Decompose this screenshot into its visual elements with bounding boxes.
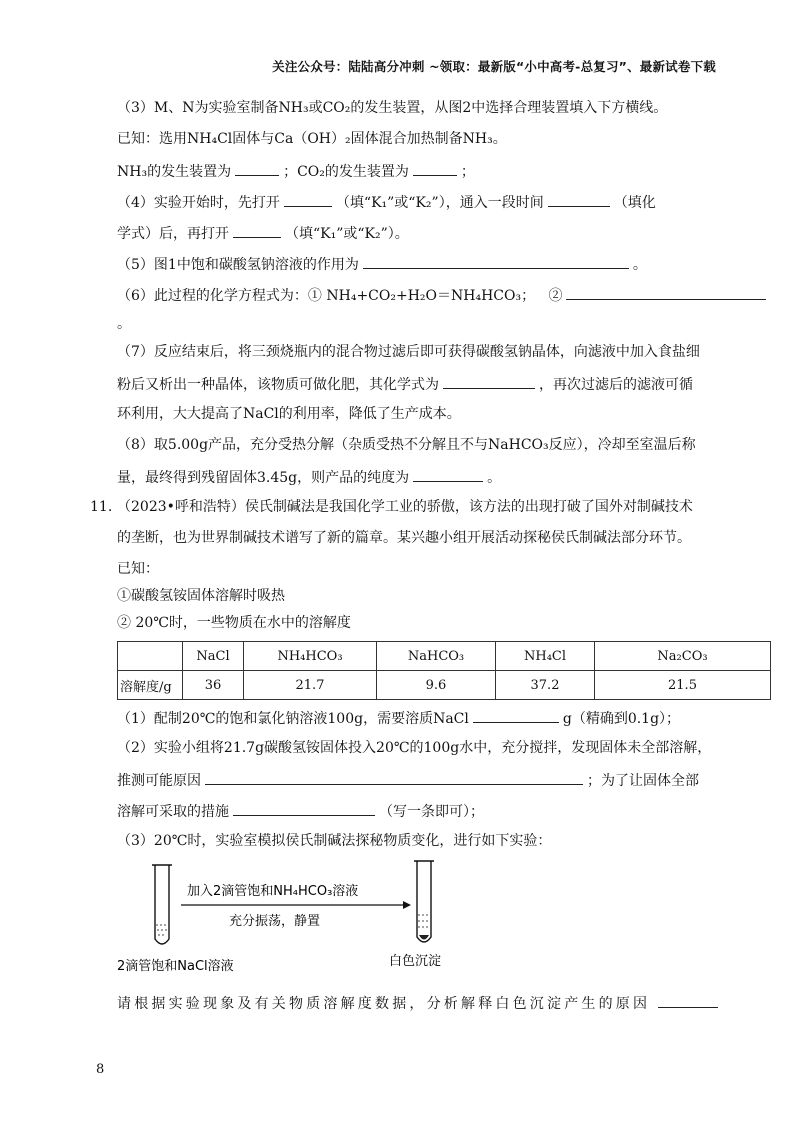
q7-formula-blank[interactable] bbox=[443, 373, 535, 389]
table-header-cell: NaHCO₃ bbox=[377, 642, 496, 671]
table-cell: 9.6 bbox=[377, 671, 496, 700]
final-question: 请根据实验现象及有关物质溶解度数据，分析解释白色沉淀产生的原因 bbox=[117, 992, 722, 1014]
table-header-cell: Na₂CO₃ bbox=[595, 642, 771, 671]
table-header-row bbox=[118, 642, 771, 671]
table-row-label: 溶解度/g bbox=[118, 671, 183, 700]
q4-line1: （4）实验开始时，先打开 （填“K₁”或“K₂”），通入一段时间 （填化 bbox=[117, 191, 656, 213]
p2-reason-blank[interactable] bbox=[205, 769, 583, 785]
q3-line2: 已知：选用NH₄Cl固体与Ca（OH）₂固体混合加热制备NH₃。 bbox=[117, 131, 507, 147]
q4-second-valve-blank[interactable] bbox=[233, 222, 281, 238]
solubility-table bbox=[117, 641, 771, 700]
table-cell: 21.5 bbox=[595, 671, 771, 700]
table-header-cell: NaCl bbox=[183, 642, 244, 671]
q11-known-2: ② 20℃时，一些物质在水中的溶解度 bbox=[117, 615, 351, 631]
nh3-apparatus-blank[interactable] bbox=[235, 160, 279, 176]
final-reason-blank[interactable] bbox=[658, 992, 718, 1008]
q3-co2-label: ；CO₂的发生装置为 bbox=[283, 164, 409, 180]
page-number: 8 bbox=[96, 1062, 105, 1077]
q4-first-valve-blank[interactable] bbox=[284, 191, 332, 207]
p3-line1: （3）20℃时，实验室模拟侯氏制碱法探秘物质变化，进行如下实验： bbox=[117, 833, 552, 849]
p1-line: （1）配制20℃的饱和氯化钠溶液100g，需要溶质NaCl g（精确到0.1g）； bbox=[117, 707, 680, 729]
q4-line2: 学式）后，再打开 （填“K₁”或“K₂”）。 bbox=[117, 222, 409, 244]
table-row bbox=[118, 671, 771, 700]
q8-purity-blank[interactable] bbox=[413, 466, 483, 482]
q3-nh3-label: NH₃的发生装置为 bbox=[117, 164, 232, 180]
experiment-diagram bbox=[117, 855, 447, 980]
q3-line1: （3）M、N为实验室制备NH₃或CO₂的发生装置，从图2中选择合理装置填入下方横线。 bbox=[117, 100, 668, 116]
q6-equation-2-blank[interactable] bbox=[566, 284, 766, 300]
q7-line2: 粉后又析出一种晶体，该物质可做化肥，其化学式为 ，再次过滤后的滤液可循 bbox=[117, 373, 693, 395]
arrow-top-label: 加入2滴管饱和NH₄HCO₃溶液 bbox=[187, 884, 359, 899]
arrow-bottom-label: 充分振荡，静置 bbox=[229, 914, 321, 929]
table-cell: 21.7 bbox=[244, 671, 377, 700]
table-header-cell: NH₄Cl bbox=[496, 642, 595, 671]
process-arrow bbox=[181, 901, 411, 909]
p2-line2: 推测可能原因 ；为了让固体全部 bbox=[117, 769, 699, 791]
co2-apparatus-blank[interactable] bbox=[413, 160, 457, 176]
q6-equation-1: NH₄+CO₂+H₂O＝NH₄HCO₃； bbox=[326, 288, 536, 304]
left-test-tube bbox=[152, 865, 172, 944]
q11-number: 11. bbox=[90, 499, 113, 515]
q6-end: 。 bbox=[117, 316, 131, 332]
q8-line2: 量，最终得到残留固体3.45g，则产品的纯度为 。 bbox=[117, 466, 501, 488]
p1-mass-blank[interactable] bbox=[473, 707, 559, 723]
white-precipitate bbox=[419, 935, 429, 940]
table-cell: 37.2 bbox=[496, 671, 595, 700]
q8-line1: （8）取5.00g产品，充分受热分解（杂质受热不分解且不与NaHCO₃反应），冷却至室温后称 bbox=[117, 437, 696, 453]
page-header: 关注公众号：陆陆高分冲刺 ~领取：最新版“小中高考-总复习”、最新试卷下载 bbox=[272, 59, 716, 74]
table-header-cell bbox=[118, 642, 183, 671]
q3-line3: NH₃的发生装置为 ；CO₂的发生装置为 ； bbox=[117, 160, 475, 182]
q5-line: （5）图1中饱和碳酸氢钠溶液的作用为 。 bbox=[117, 253, 647, 275]
q11-known: 已知： bbox=[117, 561, 159, 577]
q7-line1: （7）反应结束后，将三颈烧瓶内的混合物过滤后即可获得碳酸氢钠晶体，向滤液中加入食盐细 bbox=[117, 344, 700, 360]
right-tube-label: 白色沉淀 bbox=[389, 954, 442, 969]
q6-line: （6）此过程的化学方程式为：① NH₄+CO₂+H₂O＝NH₄HCO₃； ② bbox=[117, 284, 770, 306]
q4-gas-blank[interactable] bbox=[548, 191, 610, 207]
p2-measure-blank[interactable] bbox=[233, 800, 375, 816]
q11-known-1: ①碳酸氢铵固体溶解时吸热 bbox=[117, 588, 285, 604]
right-test-tube bbox=[414, 861, 434, 942]
table-header-cell: NH₄HCO₃ bbox=[244, 642, 377, 671]
q11-line1: （2023•呼和浩特）侯氏制碱法是我国化学工业的骄傲，该方法的出现打破了国外对制碱技术 bbox=[117, 499, 693, 515]
q5-answer-blank[interactable] bbox=[363, 253, 629, 269]
left-tube-label: 2滴管饱和NaCl溶液 bbox=[117, 959, 234, 974]
table-cell: 36 bbox=[183, 671, 244, 700]
p2-line1: （2）实验小组将21.7g碳酸氢铵固体投入20℃的100g水中，充分搅拌，发现固体未全部溶解， bbox=[117, 740, 712, 756]
q7-line3: 环利用，大大提高了NaCl的利用率，降低了生产成本。 bbox=[117, 406, 461, 422]
p2-line3: 溶解可采取的措施 （写一条即可）； bbox=[117, 800, 484, 822]
experiment-figure bbox=[117, 855, 447, 980]
q11-line2: 的垄断，也为世界制碱技术谱写了新的篇章。某兴趣小组开展活动探秘侯氏制碱法部分环节。 bbox=[117, 530, 691, 546]
